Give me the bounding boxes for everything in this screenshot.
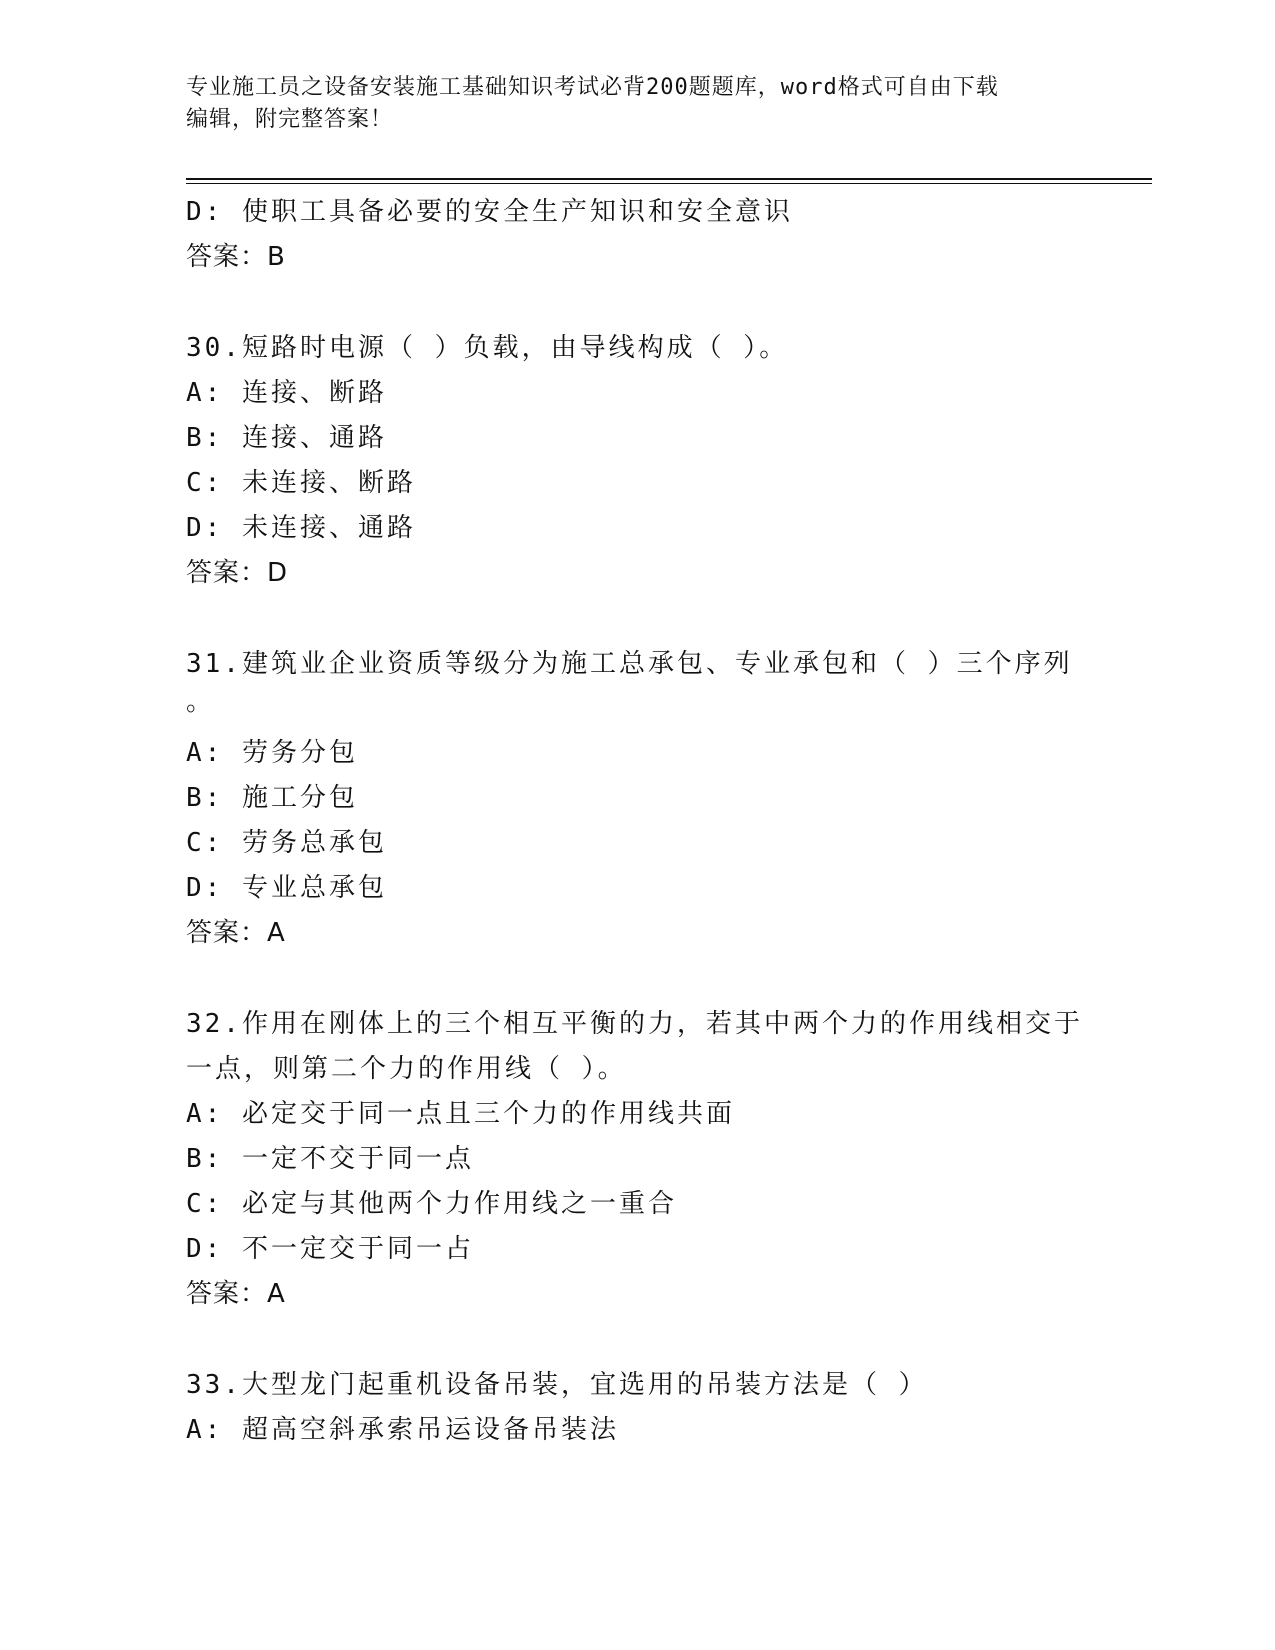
- header-rule-thick: [186, 178, 1152, 180]
- option-a: A: 必定交于同一点且三个力的作用线共面: [186, 1099, 735, 1129]
- question-stem: 31.建筑业企业资质等级分为施工总承包、专业承包和（ ）三个序列: [186, 649, 1073, 679]
- prev-answer: 答案：B: [186, 242, 286, 272]
- question-stem: 30.短路时电源（ ）负载，由导线构成（ ）。: [186, 333, 789, 363]
- option-d: D: 未连接、通路: [186, 513, 416, 543]
- prev-option-d: D: 使职工具备必要的安全生产知识和安全意识: [186, 197, 793, 227]
- answer: 答案：D: [186, 558, 289, 588]
- option-a: A: 劳务分包: [186, 738, 358, 768]
- question-list: [186, 190, 1086, 1453]
- header-line-1: 专业施工员之设备安装施工基础知识考试必背200题题库，word格式可自由下载: [186, 75, 999, 100]
- document-header: [186, 72, 1086, 136]
- option-d: D: 不一定交于同一占: [186, 1234, 474, 1264]
- question-31: [186, 642, 1086, 956]
- question-stem-continuation: 一点，则第二个力的作用线（ ）。: [186, 1054, 627, 1084]
- header-rule-thin: [186, 183, 1152, 184]
- option-c: C: 必定与其他两个力作用线之一重合: [186, 1189, 677, 1219]
- question-stem-continuation: 。: [186, 687, 216, 717]
- option-a: A: 连接、断路: [186, 378, 387, 408]
- option-a: A: 超高空斜承索吊运设备吊装法: [186, 1415, 619, 1445]
- question-32: [186, 1002, 1086, 1317]
- option-c: C: 劳务总承包: [186, 828, 387, 858]
- option-b: B: 施工分包: [186, 783, 358, 813]
- question-stem: 32.作用在刚体上的三个相互平衡的力，若其中两个力的作用线相交于: [186, 1009, 1083, 1039]
- question-stem: 33.大型龙门起重机设备吊装，宜选用的吊装方法是（ ）: [186, 1370, 928, 1400]
- option-d: D: 专业总承包: [186, 873, 387, 903]
- option-b: B: 一定不交于同一点: [186, 1144, 474, 1174]
- header-line-2: 编辑，附完整答案！: [186, 107, 394, 132]
- question-33: [186, 1363, 1086, 1453]
- option-c: C: 未连接、断路: [186, 468, 416, 498]
- question-30: [186, 326, 1086, 596]
- answer: 答案：A: [186, 918, 286, 948]
- option-b: B: 连接、通路: [186, 423, 387, 453]
- answer: 答案：A: [186, 1279, 286, 1309]
